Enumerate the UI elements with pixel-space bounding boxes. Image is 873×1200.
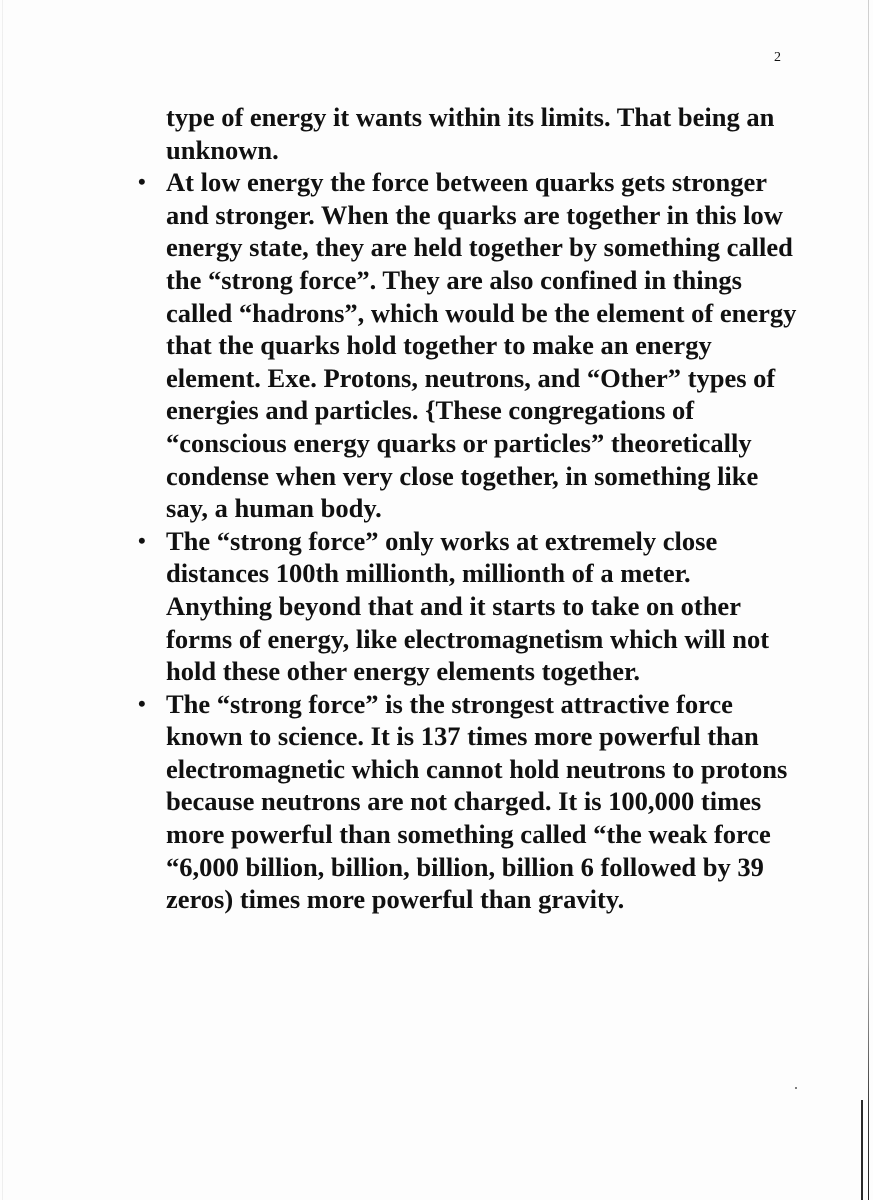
scan-edge-right — [868, 0, 869, 1200]
scan-edge-left — [2, 0, 3, 1200]
scan-speck — [795, 1087, 797, 1089]
bullet-text: At low energy the force between quarks gets stronger and stronger. When the quarks are together in this low energy state, they are held together by something called the “strong force”. They are also confined in things called “hadrons”, which would be the element of energy that the quarks hold together to make an energy element. Exe. Protons, neutrons, and “Other” types of energies and particles. {These congregations of “conscious energy quarks or particles” theoretically condense when very close together, in something like say, a human body. — [166, 167, 797, 524]
bullet-marker: • — [138, 690, 146, 716]
bullet-marker: • — [138, 527, 146, 553]
bullet-text: The “strong force” is the strongest attractive force known to science. It is 137 times more powerful than electromagnetic which cannot hold neutrons to protons because neutrons are not charged. It is 100,000 times more powerful than something called “the weak force “6,000 billion, billion, billion, billion 6 followed by 39 zeros) times more powerful than gravity. — [166, 688, 788, 915]
bullet-item-strong-force-strength — [138, 688, 798, 916]
bullet-item-strong-force-distance — [138, 525, 798, 688]
bullet-marker: • — [138, 169, 146, 195]
document-body — [138, 101, 798, 916]
bullet-item-low-energy — [138, 166, 798, 525]
continuation-paragraph: type of energy it wants within its limits. That being an unknown. — [166, 102, 775, 165]
page-number: 2 — [774, 50, 781, 65]
bullet-text: The “strong force” only works at extremely close distances 100th millionth, millionth of a meter. Anything beyond that and it starts to take on other forms of energy, like electromagnetism which will not hold these other energy elements together. — [166, 525, 770, 687]
scan-edge-shadow — [861, 1100, 863, 1200]
